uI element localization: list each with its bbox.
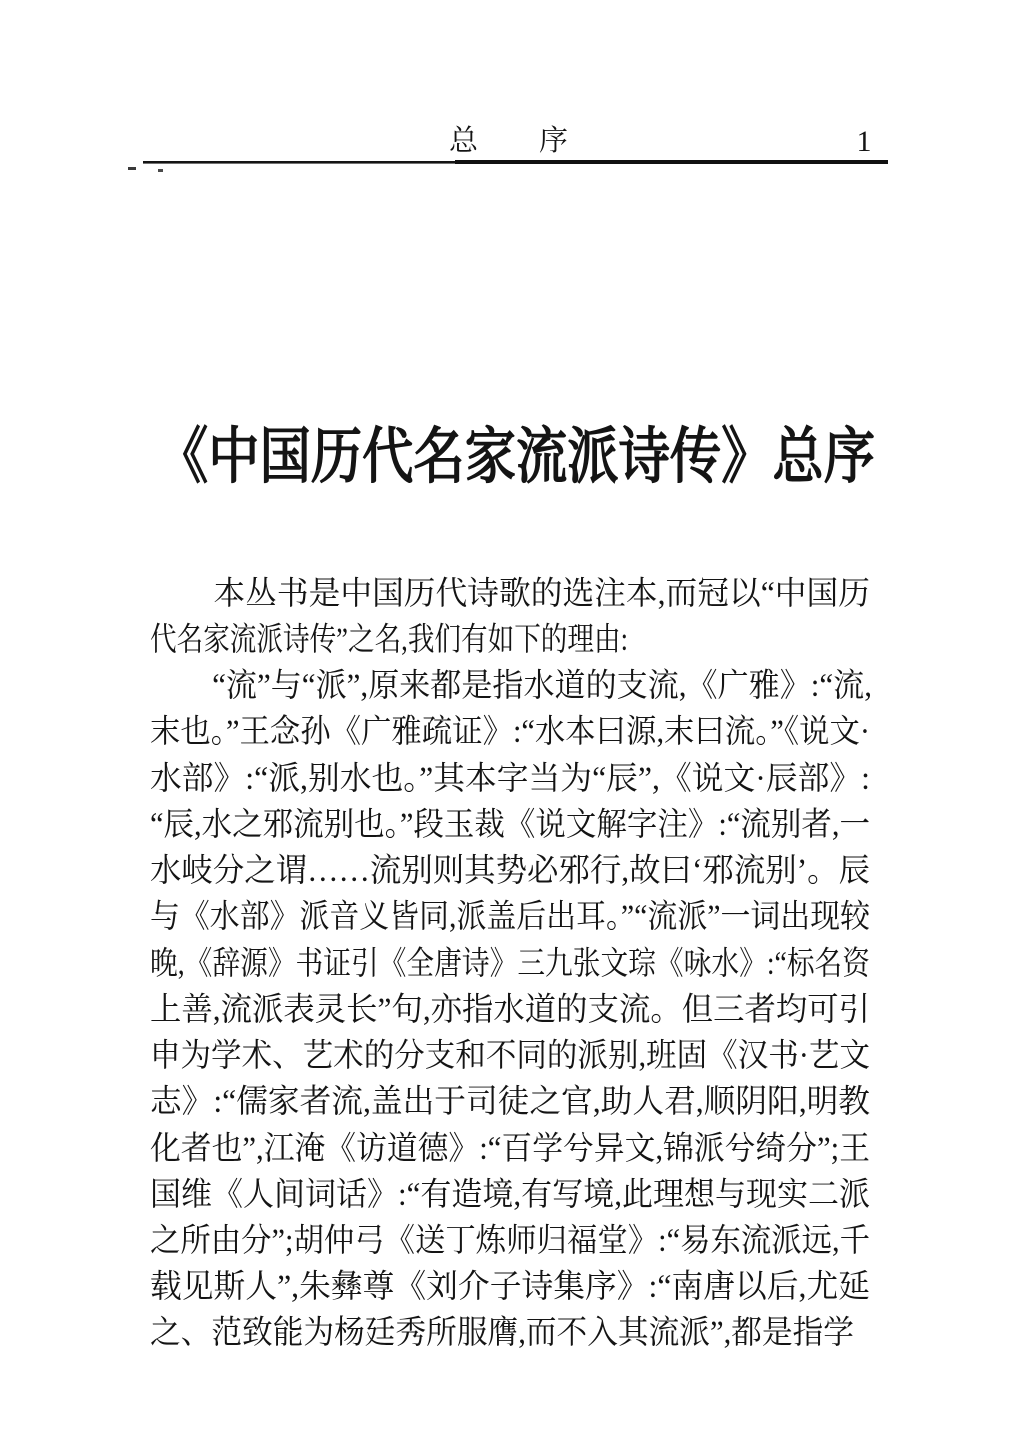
body-line: 之所由分”;胡仲弓《送丁炼师归福堂》:“易东流派远,千 — [150, 1223, 921, 1259]
body-line: 与《水部》派音义皆同,派盖后出耳。”“流派”一词出现较 — [150, 899, 933, 935]
running-header-title: 总 序 — [448, 125, 570, 157]
scan-speckle — [128, 167, 136, 170]
body-line: “辰,水之邪流别也。”段玉裁《说文解字注》:“流别者,一 — [150, 807, 918, 843]
body-line: 晚,《辞源》书证引《全唐诗》三九张文琮《咏水》:“标名资 — [150, 946, 995, 982]
body-line: 化者也”,江淹《访道德》:“百学兮异文,锦派兮绮分”;王 — [150, 1131, 911, 1167]
body-line: 水岐分之谓……流别则其势必邪行,故曰‘邪流别’。辰 — [150, 853, 895, 889]
body-line: 上善,流派表灵长”句,亦指水道的支流。但三者均可引 — [150, 992, 896, 1028]
scan-speckle — [158, 169, 163, 172]
body-line: 国维《人间词话》:“有造境,有写境,此理想与现实二派 — [150, 1177, 905, 1213]
header-divider-rule-thick-segment — [455, 160, 888, 164]
page-number: 1 — [856, 125, 872, 158]
body-line: 之、范致能为杨廷秀所服膺,而不入其流派”,都是指学 — [150, 1315, 896, 1351]
body-line: 水部》:“派,别水也。”其本字当为“辰”,《说文·辰部》: — [150, 761, 887, 797]
body-line: 本丛书是中国历代诗歌的选注本,而冠以“中国历 — [150, 576, 888, 612]
body-line: 志》:“儒家者流,盖出于司徒之官,助人君,顺阴阳,明教 — [150, 1084, 889, 1120]
body-line: 载见斯人”,朱彝尊《刘介子诗集序》:“南唐以后,尤延 — [150, 1269, 887, 1305]
chapter-title: 《中国历代名家流派诗传》总序 — [157, 424, 1012, 491]
body-line: 申为学术、艺术的分支和不同的派别,班固《汉书·艺文 — [150, 1038, 917, 1074]
body-line: 末也。”王念孙《广雅疏证》:“水本曰源,末曰流。”《说文· — [150, 714, 921, 750]
body-line: 代名家流派诗传”之名,我们有如下的理由: — [150, 622, 735, 658]
body-line: “流”与“派”,原来都是指水道的支流,《广雅》:“流, — [150, 668, 906, 704]
